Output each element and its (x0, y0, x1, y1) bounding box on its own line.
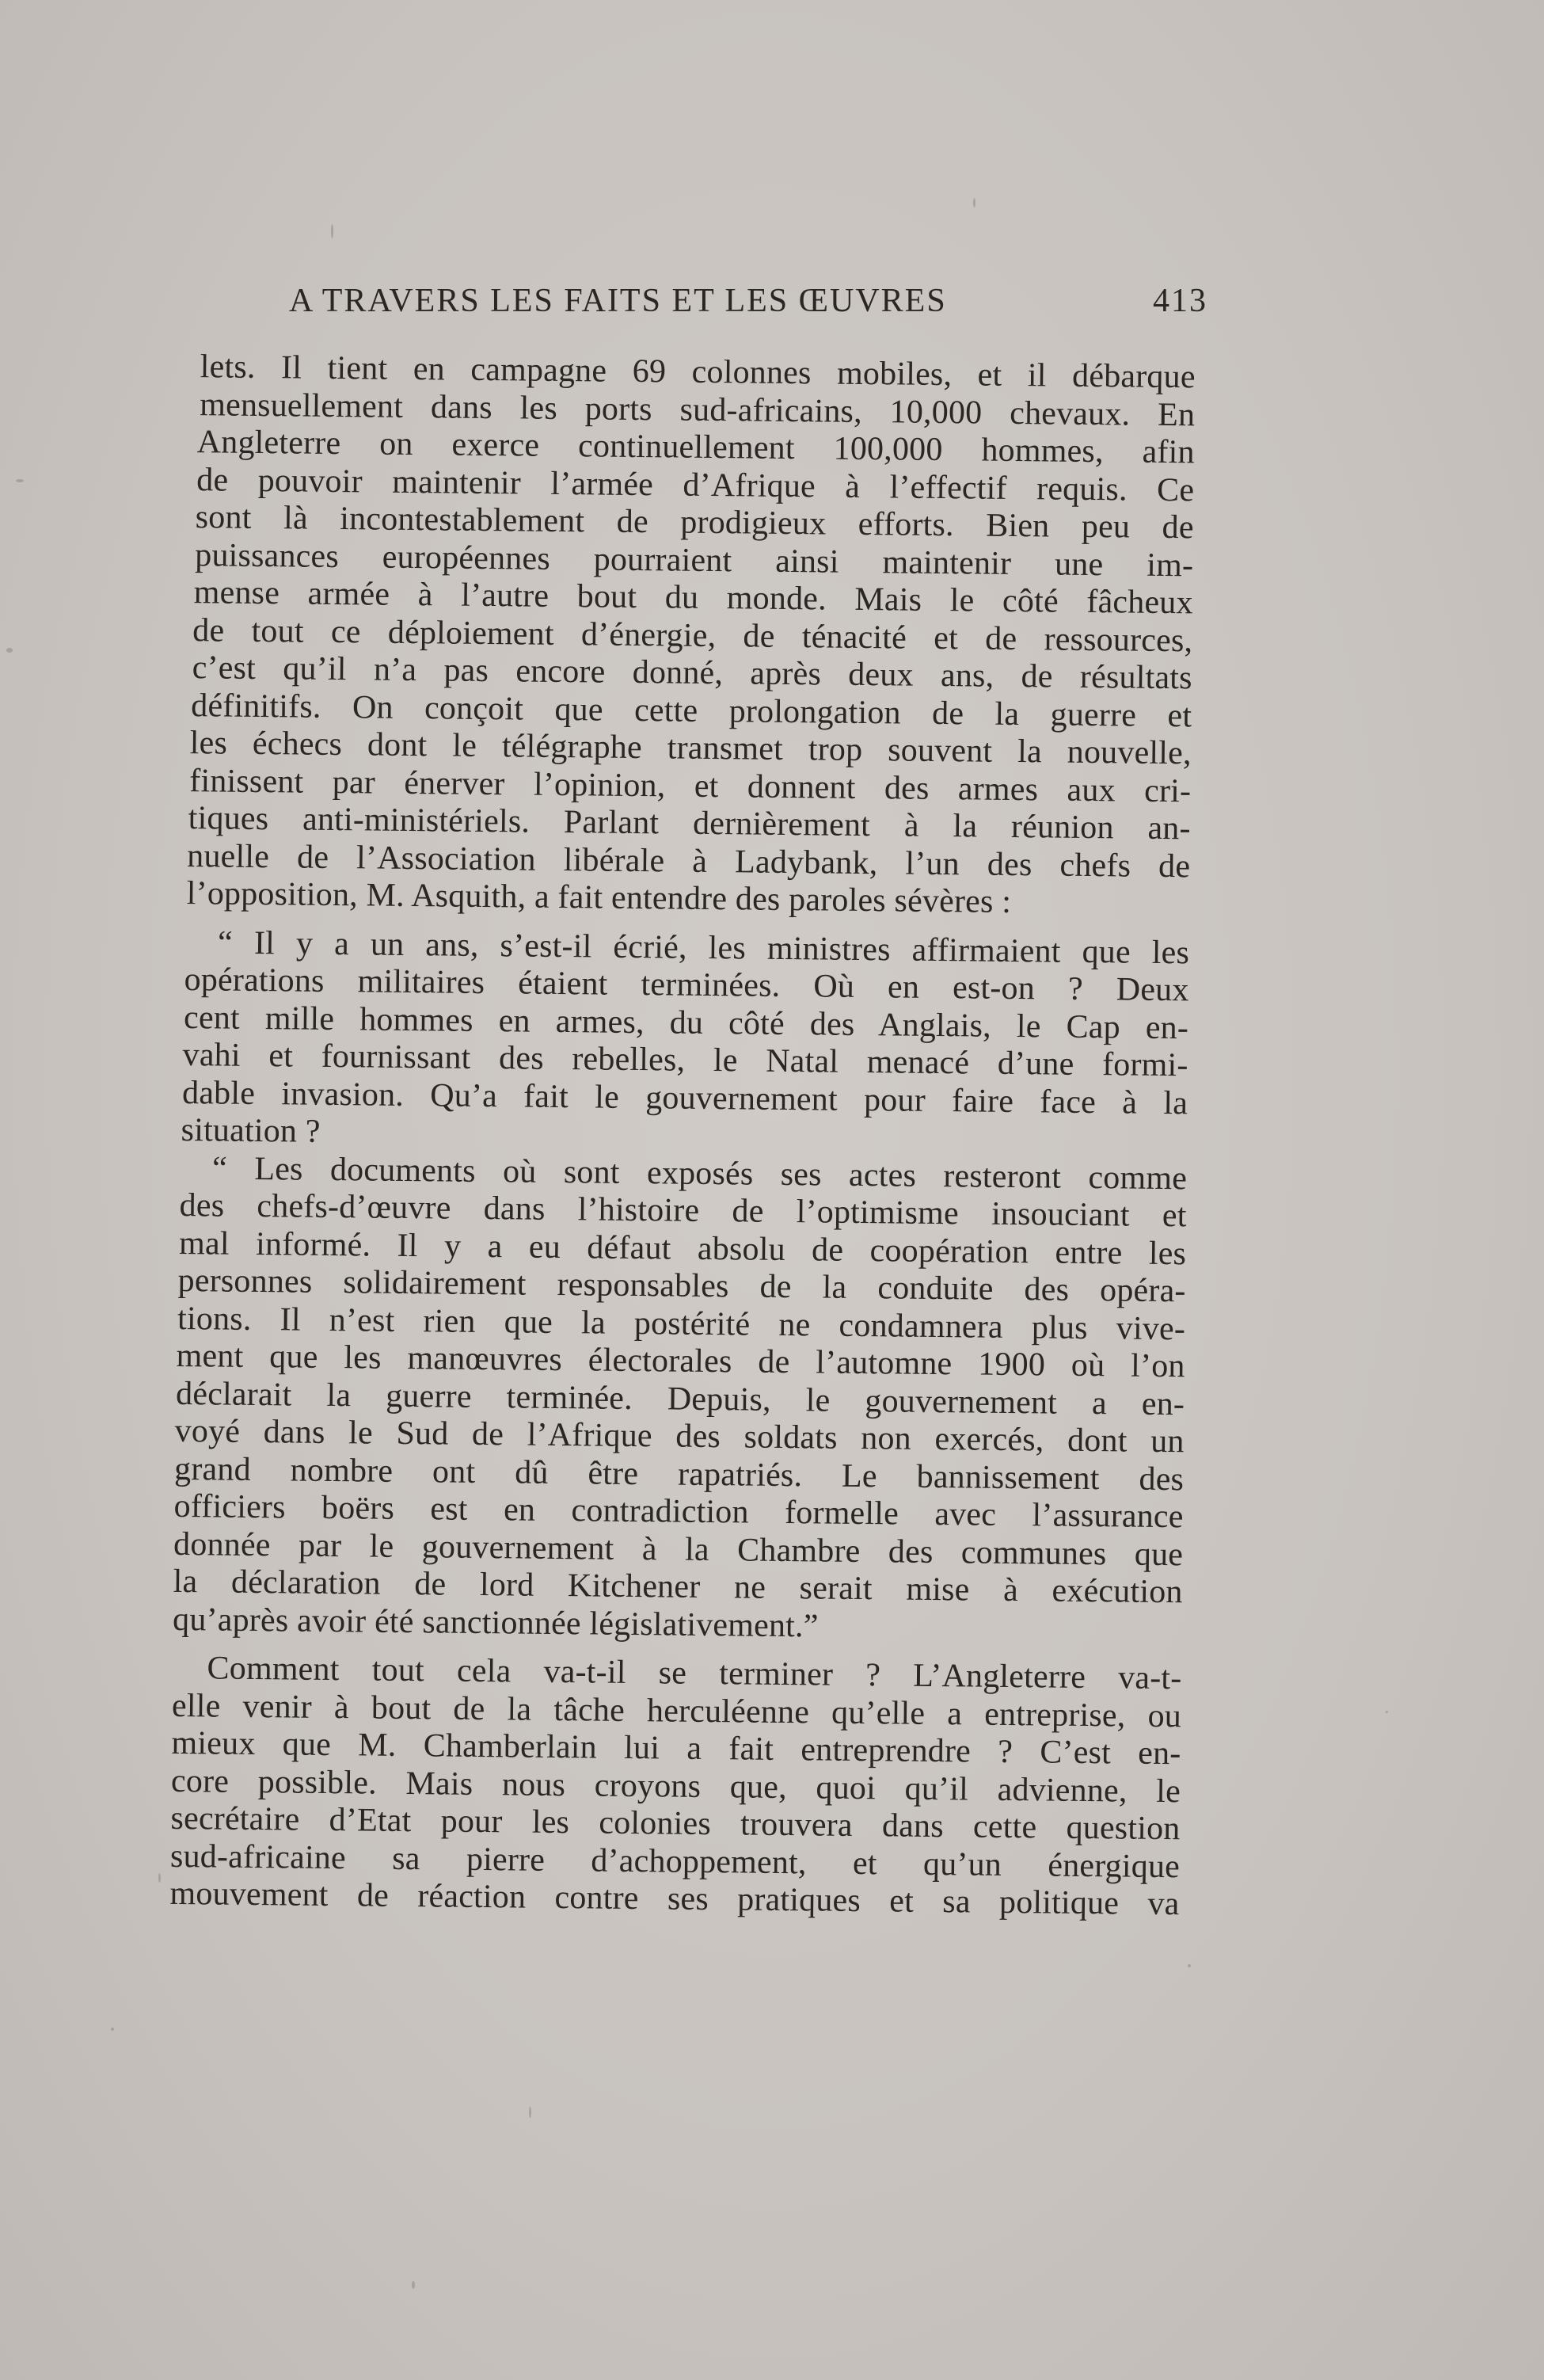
text-line: de tout ce déploiement d’énergie, de ténacité et de ressources, (192, 611, 1193, 659)
text-line: vahi et fournissant des rebelles, le Natal menacé d’une formi- (182, 1037, 1188, 1084)
text-line: mal informé. Il y a eu défaut absolu de coopération entre les (178, 1224, 1187, 1272)
page-number: 413 (1153, 283, 1207, 319)
text-line: core possible. Mais nous croyons que, quoi qu’il advienne, le (170, 1762, 1181, 1810)
text-line: voyé dans le Sud de l’Afrique des soldats non exercés, dont un (174, 1412, 1185, 1460)
text-line: sud-africaine sa pierre d’achoppement, et qu’un énergique (169, 1837, 1181, 1885)
quotation-paragraph (177, 923, 1189, 1160)
paper-speck (111, 2028, 114, 2031)
paragraph (169, 1650, 1181, 1924)
paper-speck (6, 648, 13, 653)
text-line: sont là incontestablement de prodigieux efforts. Bien peu de (195, 499, 1194, 546)
paper-speck (158, 1873, 161, 1883)
text-line: définitifs. On conçoit que cette prolongation de la guerre et (191, 687, 1192, 734)
text-line: mouvement de réaction contre ses pratiques et sa politique va (169, 1875, 1180, 1923)
paragraph (181, 348, 1196, 923)
quotation-paragraph (173, 1149, 1187, 1649)
paper-speck (16, 479, 24, 482)
text-line: de pouvoir maintenir l’armée d’Afrique à l’effectif requis. Ce (196, 461, 1195, 508)
text-line: mense armée à l’autre bout du monde. Mais le côté fâcheux (193, 574, 1193, 622)
text-line: nuelle de l’Association libérale à Ladybank, l’un des chefs de (187, 837, 1191, 885)
text-line: grand nombre ont dû être rapatriés. Le bannissement des (173, 1450, 1185, 1498)
text-line: Angleterre on exerce continuellement 100,000 hommes, afin (196, 424, 1195, 471)
text-line: c’est qu’il n’a pas encore donné, après deux ans, de résultats (192, 649, 1192, 697)
text-line: personnes solidairement responsables de la conduite des opéra- (177, 1262, 1186, 1310)
paper-speck (1188, 1964, 1191, 1967)
text-line: lets. Il tient en campagne 69 colonnes mobiles, et il débarque (200, 348, 1196, 396)
text-line: cent mille hommes en armes, du côté des Anglais, le Cap en- (183, 999, 1189, 1046)
paper-speck (1386, 1711, 1388, 1713)
paper-speck (412, 2281, 415, 2289)
text-line: déclarait la guerre terminée. Depuis, le gouvernement a en- (175, 1375, 1185, 1422)
text-line: opérations militaires étaient terminées. Où en est-on ? Deux (184, 962, 1189, 1009)
text-line: des chefs-d’œuvre dans l’histoire de l’optimisme insouciant et (179, 1186, 1187, 1235)
text-line: mensuellement dans les ports sud-africains, 10,000 chevaux. En (200, 386, 1196, 433)
text-line: tions. Il n’est rien que la postérité ne condamnera plus vive- (177, 1300, 1186, 1347)
text-line: puissances européennes pourraient ainsi maintenir une im- (195, 536, 1194, 584)
text-line: Comment tout cela va-t-il se terminer ? L’Angleterre va-t- (207, 1650, 1182, 1697)
running-title: A TRAVERS LES FAITS ET LES ŒUVRES (289, 283, 947, 319)
text-line: ment que les manœuvres électorales de l’automne 1900 où l’on (176, 1337, 1185, 1385)
text-line: qu’après avoir été sanctionnée législativement.” (172, 1601, 819, 1644)
text-line: donnée par le gouvernement à la Chambre des communes que (173, 1525, 1184, 1573)
text-line: “ Les documents où sont exposés ses actes resteront comme (211, 1149, 1188, 1197)
text-line: l’opposition, M. Asquith, a fait entendre des paroles sévères : (186, 875, 1012, 920)
text-line: officiers boërs est en contradiction formelle avec l’assurance (173, 1487, 1184, 1536)
text-line: secrétaire d’Etat pour les colonies trouvera dans cette question (170, 1799, 1181, 1848)
text-line: la déclaration de lord Kitchener ne serait mise à exécution (173, 1563, 1183, 1611)
text-line: elle venir à bout de la tâche herculéenne qu’elle a entreprise, ou (171, 1687, 1182, 1735)
paper-speck (529, 2107, 531, 2118)
running-head (289, 282, 1207, 322)
text-line: situation ? (181, 1111, 321, 1150)
text-line: finissent par énerver l’opinion, et donnent des armes aux cri- (189, 762, 1192, 809)
text-line: tiques anti-ministériels. Parlant dernièrement à la réunion an- (188, 800, 1191, 847)
body-text (169, 348, 1196, 1924)
paper-speck (973, 198, 975, 208)
text-line: “ Il y a un ans, s’est-il écrié, les ministres affirmaient que les (217, 923, 1190, 971)
text-line: mieux que M. Chamberlain lui a fait entreprendre ? C’est en- (171, 1724, 1181, 1773)
text-line: les échecs dont le télégraphe transmet trop souvent la nouvelle, (189, 725, 1192, 772)
text-line: dable invasion. Qu’a fait le gouvernement pour faire face à la (181, 1074, 1188, 1121)
paper-speck (331, 224, 333, 238)
